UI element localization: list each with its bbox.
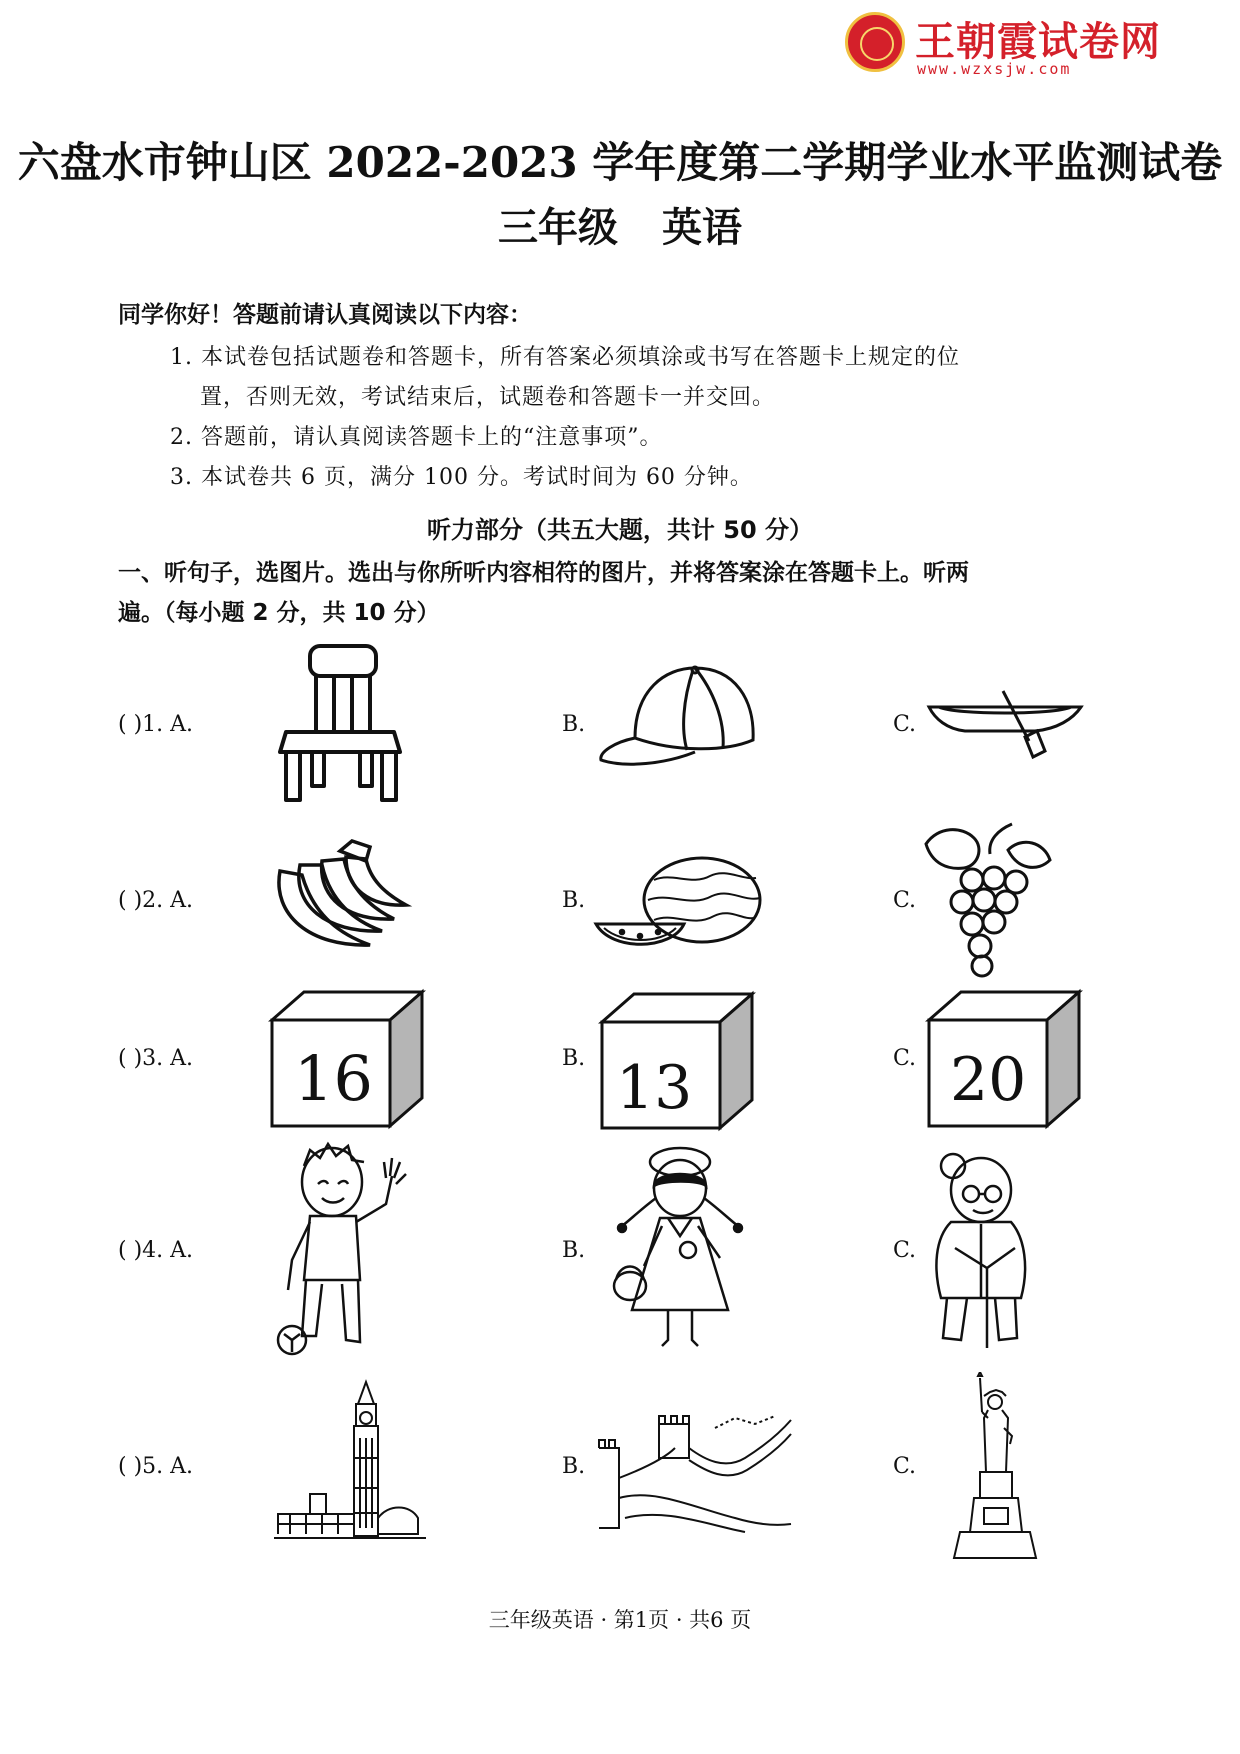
banana-icon xyxy=(270,835,420,960)
chair-icon xyxy=(268,640,418,810)
watermelon-icon xyxy=(592,850,772,960)
question-1-option-c: C. xyxy=(893,712,917,737)
instructions-greeting: 同学你好！答题前请认真阅读以下内容： xyxy=(118,302,532,328)
instruction-note-2: 2. 答题前，请认真阅读答题卡上的“注意事项”。 xyxy=(170,425,663,450)
watermark-brand: 王朝霞试卷网 xyxy=(915,19,1161,65)
instruction-note-3: 3. 本试卷共 6 页，满分 100 分。考试时间为 60 分钟。 xyxy=(170,465,753,490)
listening-header: 听力部分（共五大题，共计 50 分） xyxy=(426,516,814,544)
question-5-label: ( )5. A. xyxy=(118,1454,194,1479)
boy-icon xyxy=(270,1140,420,1360)
question-2-option-c: C. xyxy=(893,888,917,913)
boat-icon xyxy=(925,685,1085,765)
question-4-option-b: B. xyxy=(562,1238,586,1263)
grapes-icon xyxy=(918,820,1058,980)
cube-number-a: 16 xyxy=(294,1042,373,1115)
question-5-option-b: B. xyxy=(562,1454,586,1479)
question-3-option-c: C. xyxy=(893,1046,917,1071)
page-subtitle: 三年级 英语 xyxy=(498,204,742,251)
big-ben-icon xyxy=(270,1378,430,1548)
section-1-instruction-cont: 遍。（每小题 2 分，共 10 分） xyxy=(118,600,440,626)
question-4-option-c: C. xyxy=(893,1238,917,1263)
grandma-icon xyxy=(925,1148,1045,1358)
question-4-label: ( )4. A. xyxy=(118,1238,194,1263)
question-3-option-b: B. xyxy=(562,1046,586,1071)
page-footer: 三年级英语 · 第1页 · 共6 页 xyxy=(488,1608,752,1632)
question-2-option-b: B. xyxy=(562,888,586,913)
watermark-url: www.wzxsjw.com xyxy=(917,60,1072,78)
question-1-option-b: B. xyxy=(562,712,586,737)
girl-icon xyxy=(600,1140,760,1360)
cube-number-c: 20 xyxy=(950,1045,1027,1115)
question-2-label: ( )2. A. xyxy=(118,888,194,913)
question-1-label: ( )1. A. xyxy=(118,712,194,737)
great-wall-icon xyxy=(595,1408,795,1538)
statue-of-liberty-icon xyxy=(950,1372,1040,1562)
seal-icon xyxy=(845,12,905,72)
instruction-note-1: 1. 本试卷包括试题卷和答题卡，所有答案必须填涂或书写在答题卡上规定的位 xyxy=(170,345,960,370)
instruction-note-1-cont: 置，否则无效，考试结束后，试题卷和答题卡一并交回。 xyxy=(200,385,776,410)
cap-icon xyxy=(595,660,765,780)
watermark-logo xyxy=(845,10,1165,78)
page-title: 六盘水市钟山区 2022-2023 学年度第二学期学业水平监测试卷 xyxy=(17,138,1223,187)
question-5-option-c: C. xyxy=(893,1454,917,1479)
question-3-label: ( )3. A. xyxy=(118,1046,194,1071)
section-1-instruction: 一、听句子，选图片。选出与你所听内容相符的图片，并将答案涂在答题卡上。听两 xyxy=(118,560,969,586)
cube-number-b: 13 xyxy=(616,1053,693,1123)
